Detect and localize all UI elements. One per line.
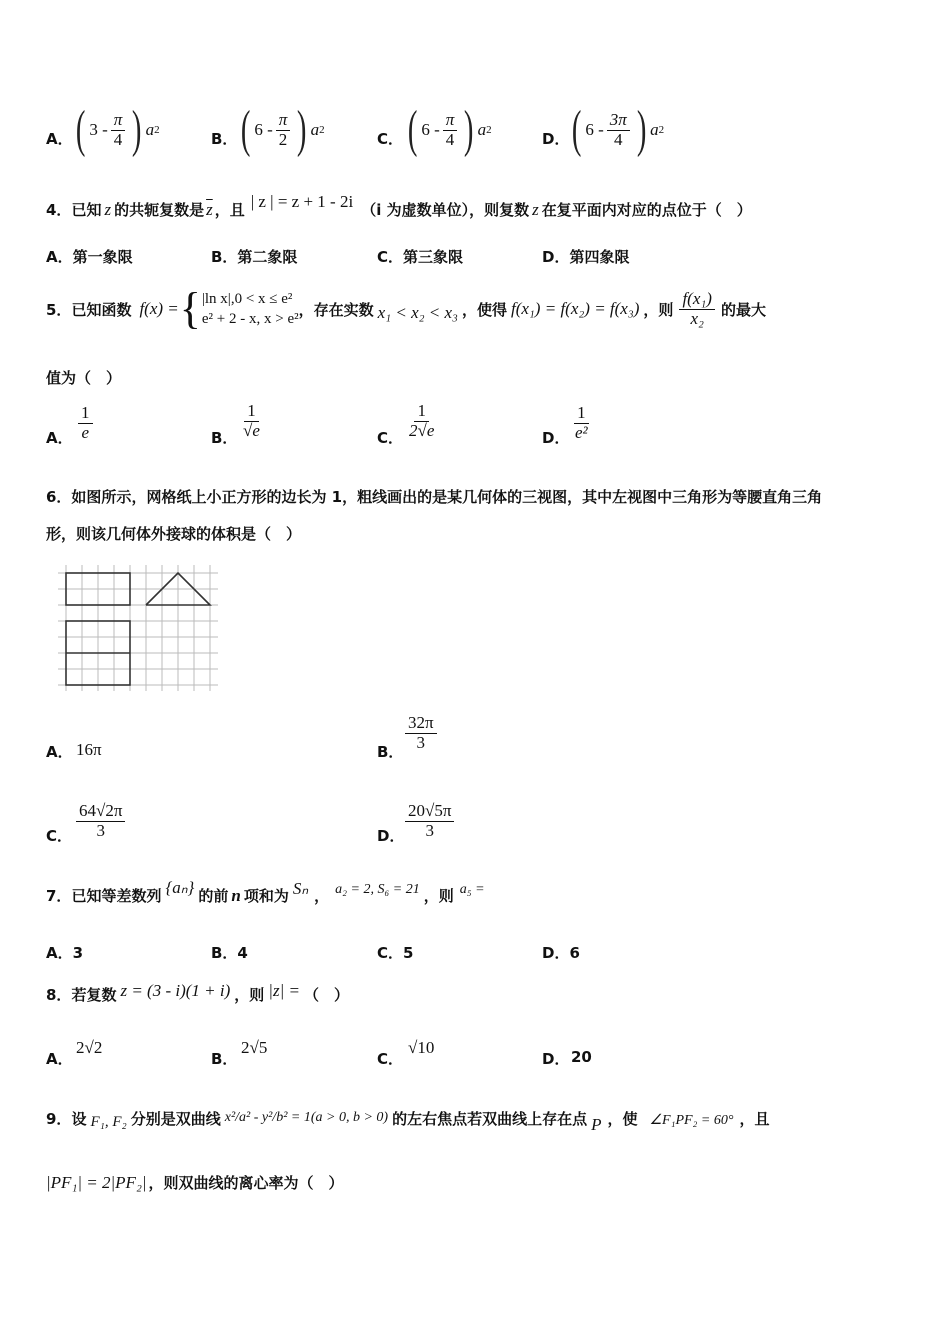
q8-option-a-value: 2√2 (76, 1038, 103, 1057)
q8-option-a-label: A． (46, 1050, 73, 1068)
q5-option-a-label: A． (46, 429, 73, 447)
q8-option-b-value: 2√5 (241, 1038, 268, 1057)
question-5-stem: 5． 已知函数 f(x) = { |ln x|,0 < x ≤ e² e² + 2 - x, x > e² ，存在实数 x₁ < x₂ < x₃ ，使得 f(x₁) = f(x₂) = f(x₃) ，则 $\frac{\text{f(x₁)}}{\text{x₂}}$ 的最大 (46, 284, 766, 333)
grid-lines (58, 565, 218, 691)
q3-option-b-label: B． (211, 130, 238, 148)
q5-option-a-value: $\frac{1}{e}$ (78, 404, 93, 442)
q7-option-c: C．5 (377, 944, 414, 962)
q6-option-d-value: $\frac{20√5\pi}{3}$ (405, 802, 454, 840)
question-9-stem: 9． 设 F₁, F₂ 分别是双曲线 x²/a² - y²/b² = 1(a > 0, b > 0) 的左右焦点若双曲线上存在点 P ，使 ∠F₁PF₂ = 60° ，且 (46, 1109, 770, 1134)
q8-option-c-value: √10 (408, 1038, 435, 1057)
view-outlines (66, 573, 210, 685)
q6-option-d-label: D． (377, 827, 405, 845)
q5-option-c-label: C． (377, 429, 404, 447)
question-9-stem-continued: |PF₁| = 2|PF₂| ，则双曲线的离心率为（ ） (46, 1172, 344, 1192)
q7-option-a: A．3 (46, 944, 84, 962)
question-8-stem: 8． 若复数 z = (3 - i)(1 + i) ，则 |z| = （ ） (46, 980, 349, 1004)
q3-option-b-expression: ( 6 - $\frac{\pi}{2}$ ) a 2 (240, 101, 325, 158)
q6-option-c-value: $\frac{64√2\pi}{3}$ (76, 802, 125, 840)
q3-option-c-expression: ( 6 - $\frac{\pi}{4}$ ) a 2 (407, 101, 492, 158)
q6-option-b-label: B． (377, 743, 404, 761)
q7-option-d: D．6 (542, 944, 580, 962)
q4-option-d: D．第四象限 (542, 248, 630, 266)
q3-option-a-label: A． (46, 130, 73, 148)
q8-option-d-value: 20 (571, 1048, 592, 1066)
q3-option-d-label: D． (542, 130, 570, 148)
q4-option-a: A．第一象限 (46, 248, 133, 266)
q5-option-c-value: $\frac{1}{2√e}$ (409, 401, 435, 440)
q8-option-c-label: C． (377, 1050, 404, 1068)
question-4-stem: 4． 已知 z 的共轭复数是 $\overline{z}$ ，且 | z | = z + 1 - 2i （i 为虚数单位），则复数 z 在复平面内对应的点位于（ ） (46, 191, 752, 219)
q3-option-a-expression: ( 3 - $\frac{\pi}{4}$ ) a 2 (75, 101, 160, 158)
q5-option-d-value: $\frac{1}{\text{e²}}$ (575, 403, 588, 442)
q5-option-d-label: D． (542, 429, 570, 447)
question-6-line-1: 6．如图所示，网格纸上小正方形的边长为 1，粗线画出的是某几何体的三视图，其中左视图中三角形为等腰直角三角 (46, 488, 823, 506)
q7-option-b: B．4 (211, 944, 248, 962)
q3-option-d-expression: ( 6 - $\frac{3\pi}{4}$ ) a 2 (571, 101, 665, 158)
q5-option-b-label: B． (211, 429, 238, 447)
three-view-grid-figure (58, 565, 218, 691)
q5-stem-continued: 值为（ ） (46, 369, 122, 387)
q6-option-c-label: C． (46, 827, 73, 845)
q6-option-a-label: A． (46, 743, 73, 761)
q8-option-d-label: D． (542, 1050, 570, 1068)
q8-option-b-label: B． (211, 1050, 238, 1068)
q4-option-b: B．第二象限 (211, 248, 298, 266)
question-6-line-2: 形，则该几何体外接球的体积是（ ） (46, 525, 302, 543)
q5-option-b-value: $\frac{1}{√e}$ (243, 401, 260, 440)
q6-option-b-value: $\frac{32\pi}{3}$ (405, 714, 437, 752)
q6-option-a-value: 16π (76, 740, 102, 759)
question-7-stem: 7． 已知等差数列 {aₙ} 的前 n 项和为 Sₙ ， a₂ = 2, S₆ = 21 ，则 a₅ = (46, 877, 485, 905)
q4-option-c: C．第三象限 (377, 248, 464, 266)
q3-option-c-label: C． (377, 130, 404, 148)
